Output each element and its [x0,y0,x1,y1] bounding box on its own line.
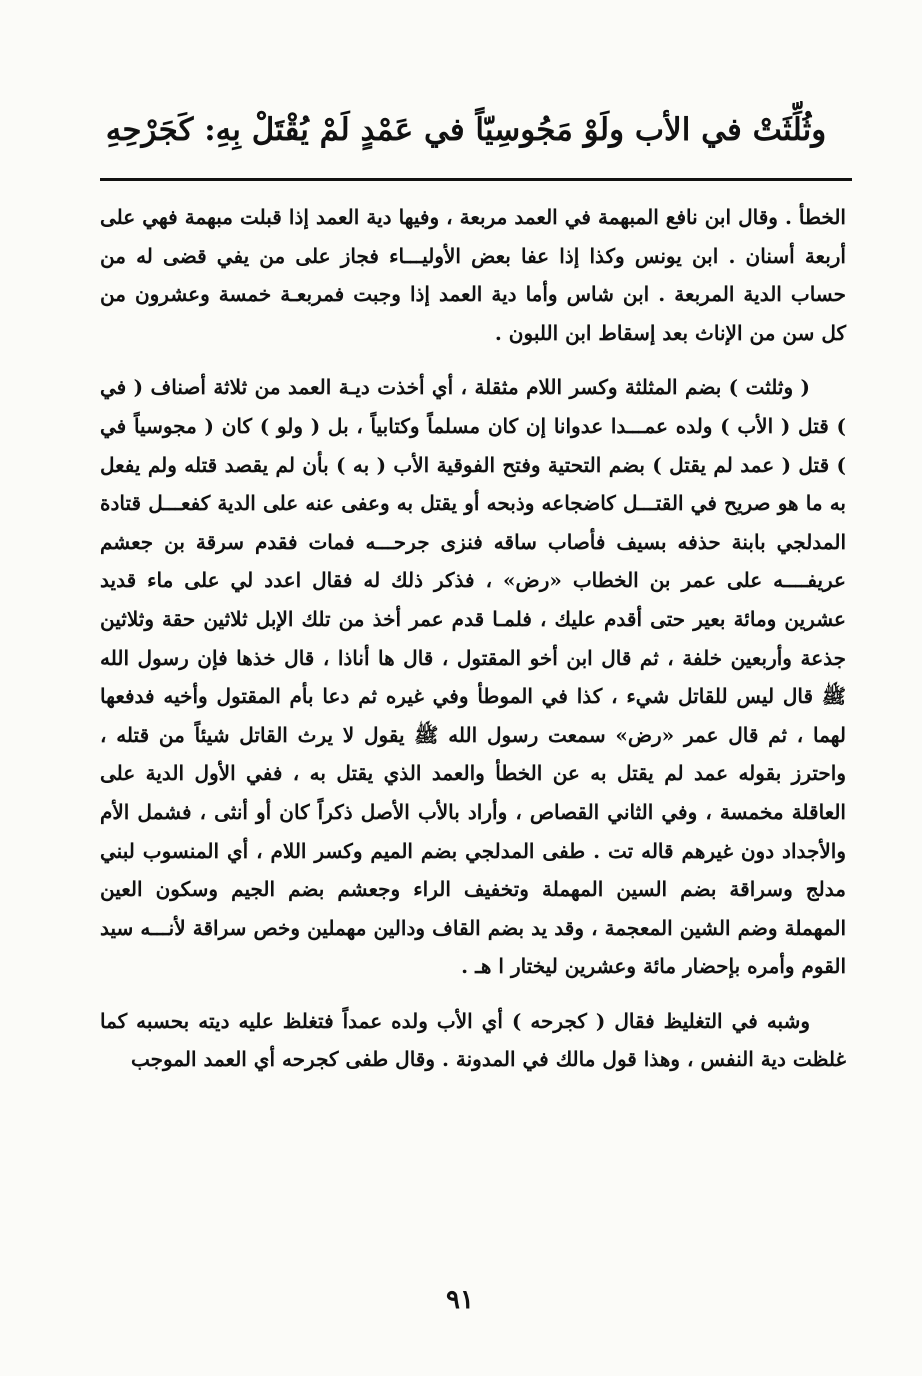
matn-heading: وثُلِّثَتْ في الأب ولَوْ مَجُوسِيّاً في عَمْدٍ لَمْ يُقْتَلْ بِهِ: كَجَرْحِهِ [105,112,827,148]
commentary-paragraph-1: الخطأ . وقال ابن نافع المبهمة في العمد مربعة ، وفيها دية العمد إذا قبلت مبهمة فهي على أربعة أسنان . ابن يونس وكذا إذا عفا بعض الأوليـــاء فجاز على من يفي قضى له من حساب الدية المربعة . ابن شاس وأما دية العمد إذا وجبت فمربعـة خمسة وعشرون من كل سن من الإناث بعد إسقاط ابن اللبون . [100,205,846,345]
commentary-body [100,198,846,1079]
heading-divider [100,178,852,181]
commentary-paragraph-2: ( وثلثت ) بضم المثلثة وكسر اللام مثقلة ، أي أخذت ديـة العمد من ثلاثة أصناف ( في ) قتل ( الأب ) ولده عمـــدا عدوانا إن كان مسلماً وكتابياً ، بل ( ولو ) كان ( مجوسياً في ) قتل ( عمد لم يقتل ) بضم التحتية وفتح الفوقية الأب ( به ) بأن لم يقصد قتله ولم يفعل به ما هو صريح في القتـــل كاضجاعه وذبحه أو يقتل به وعفى عنه على الدية كفعـــل قتادة المدلجي بابنة حذفه بسيف فأصاب ساقه فنزى جرحـــه فمات فقدم سرقة بن جعشم عريفــــه على عمر بن الخطاب «رض» ، فذكر ذلك له فقال اعدد لي على ماء قديد عشرين ومائة بعير حتى أقدم عليك ، فلمـا قدم عمر أخذ من تلك الإبل ثلاثين حقة وثلاثين جذعة وأربعين خلفة ، ثم قال ابن أخو المقتول ، قال ها أناذا ، قال خذها فإن رسول الله ﷺ قال ليس للقاتل شيء ، كذا في الموطأ وفي غيره ثم دعا بأم المقتول وأخيه فدفعها لهما ، ثم قال عمر «رض» سمعت رسول الله ﷺ يقول لا يرث القاتل شيئاً من قتله ، واحترز بقوله عمد لم يقتل به عن الخطأ والعمد الذي يقتل به ، ففي الأول الدية على العاقلة مخمسة ، وفي الثاني القصاص ، وأراد بالأب الأصل ذكراً كان أو أنثى ، فشمل الأم والأجداد دون غيرهم قاله تت . طفى المدلجي بضم الميم وكسر اللام ، أي المنسوب لبني مدلج وسراقة بضم السين المهملة وتخفيف الراء وجعشم بضم الجيم وسكون العين المهملة وضم الشين المعجمة ، وقد يد بضم القاف ودالين مهملين وخص سراقة لأنـــه سيد القوم وأمره بإحضار مائة وعشرين ليختار ا هـ . [100,375,846,979]
page-number: ٩١ [446,1285,474,1315]
commentary-paragraph-3: وشبه في التغليظ فقال ( كجرحه ) أي الأب ولده عمداً فتغلظ عليه ديته بحسبه كما غلظت دية النفس ، وهذا قول مالك في المدونة . وقال طفى كجرحه أي العمد الموجب [100,1008,846,1072]
